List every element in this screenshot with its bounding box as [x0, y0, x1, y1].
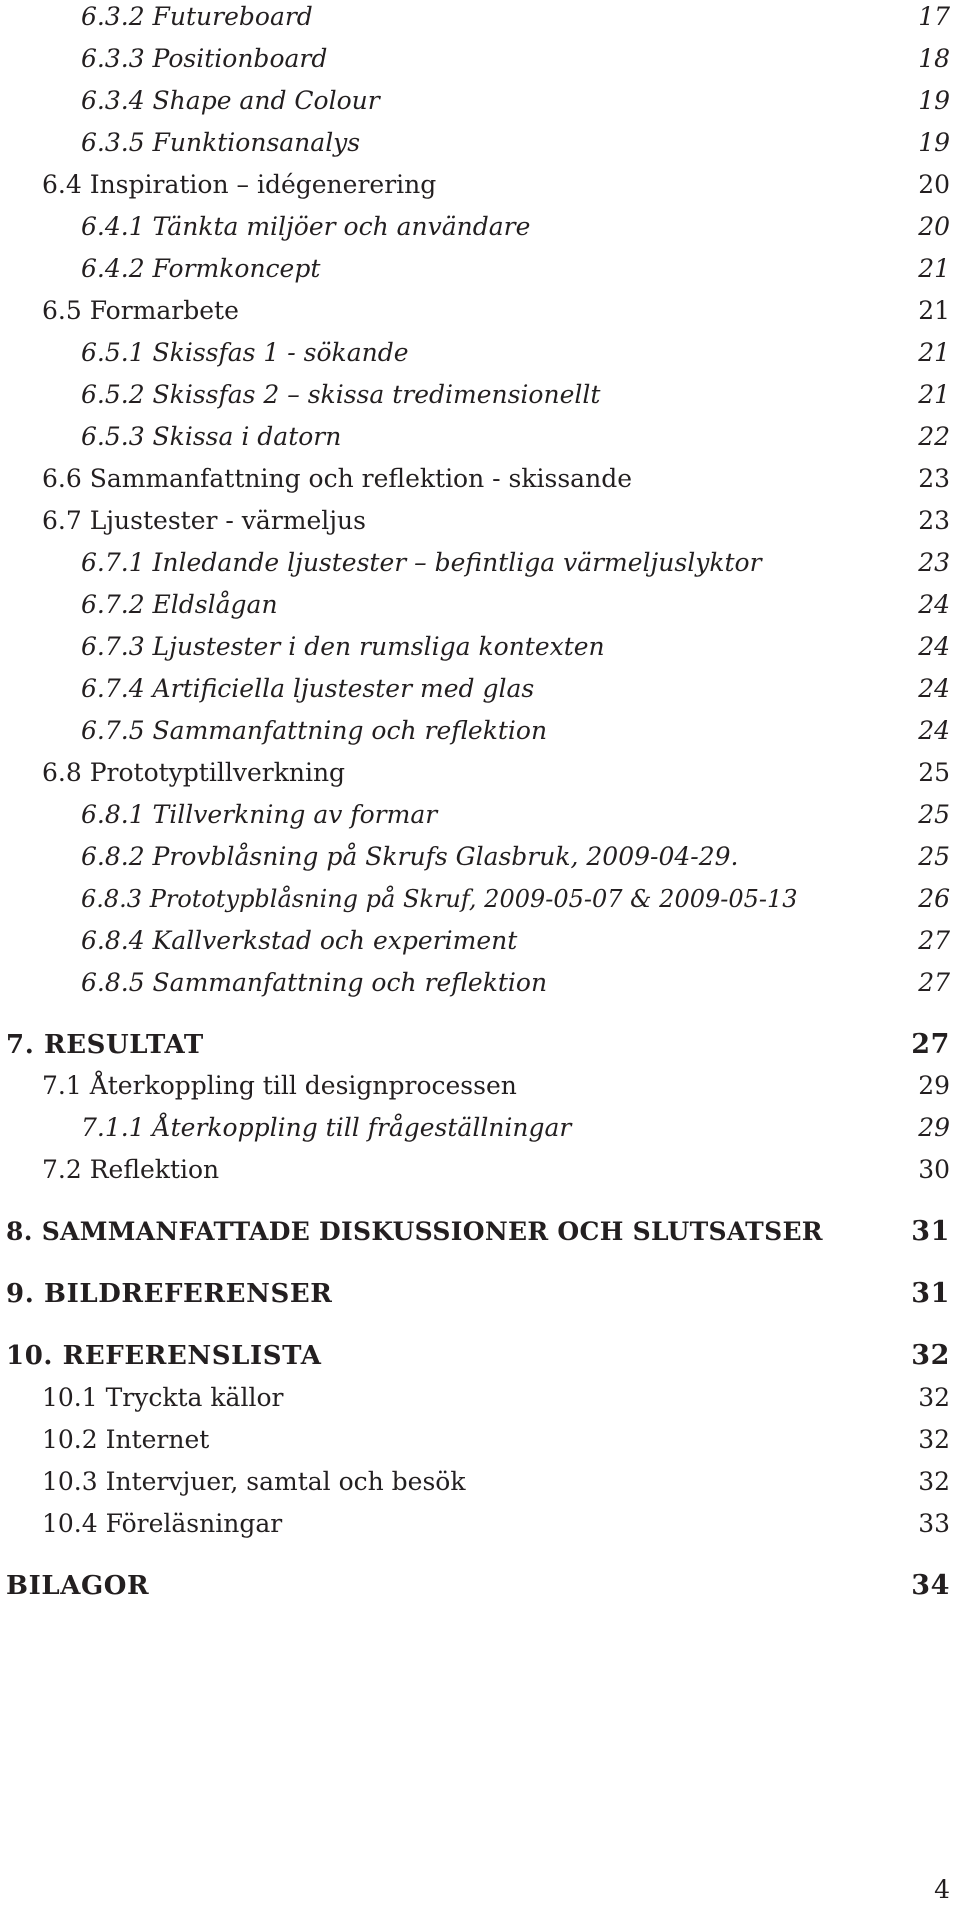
- toc-entry[interactable]: [0, 333, 960, 373]
- toc-entry-title: 6.8.2 Provblåsning på Skrufs Glasbruk, 2009-04-29.: [81, 842, 739, 871]
- toc-chapter-title: 9. BILDREFERENSER: [6, 1279, 333, 1309]
- toc-entry-title: 6.5 Formarbete: [42, 296, 239, 325]
- toc-entry-page: 18: [918, 44, 950, 73]
- toc-chapter-title: 8. SAMMANFATTADE DISKUSSIONER OCH SLUTSATSER: [6, 1217, 823, 1246]
- toc-entry[interactable]: [0, 543, 960, 583]
- toc-entry[interactable]: [0, 963, 960, 1003]
- toc-entry-page: 19: [918, 128, 950, 157]
- toc-entry-title: 6.5.1 Skissfas 1 - sökande: [81, 338, 409, 367]
- toc-entry[interactable]: [0, 1066, 960, 1106]
- toc-entry[interactable]: [0, 459, 960, 499]
- toc-entry-page: 21: [918, 338, 950, 367]
- toc-entry-page: 27: [918, 968, 950, 997]
- toc-entry[interactable]: [0, 1108, 960, 1148]
- toc-entry-title: 6.3.2 Futureboard: [81, 2, 313, 31]
- toc-entry-title: 6.3.5 Funktionsanalys: [81, 128, 361, 157]
- toc-entry-title: 6.5.3 Skissa i datorn: [81, 422, 342, 451]
- toc-entry[interactable]: [0, 0, 960, 37]
- toc-entry-title: 6.7.3 Ljustester i den rumsliga kontexten: [81, 632, 605, 661]
- toc-chapter[interactable]: [0, 1336, 960, 1376]
- toc-entry-title: 6.3.4 Shape and Colour: [81, 86, 380, 115]
- toc-entry[interactable]: [0, 1420, 960, 1460]
- toc-entry-page: 19: [918, 86, 950, 115]
- toc-chapter-page: 31: [911, 1216, 950, 1247]
- toc-entry-page: 24: [918, 632, 950, 661]
- toc-entry[interactable]: [0, 375, 960, 415]
- toc-entry[interactable]: [0, 39, 960, 79]
- toc-entry-page: 24: [918, 674, 950, 703]
- toc-chapter[interactable]: [0, 1274, 960, 1314]
- toc-entry[interactable]: [0, 711, 960, 751]
- toc-entry-page: 32: [918, 1383, 950, 1412]
- toc-entry[interactable]: [0, 1150, 960, 1190]
- toc-entry-title: 6.7.1 Inledande ljustester – befintliga värmeljuslyktor: [81, 548, 762, 577]
- toc-entry[interactable]: [0, 585, 960, 625]
- toc-entry-page: 20: [918, 170, 950, 199]
- toc-entry-title: 10.4 Föreläsningar: [42, 1509, 283, 1538]
- toc-entry-page: 22: [918, 422, 950, 451]
- toc-entry-page: 24: [918, 590, 950, 619]
- toc-entry[interactable]: [0, 1378, 960, 1418]
- page-number: 4: [934, 1875, 950, 1904]
- toc-entry-page: 23: [918, 548, 950, 577]
- toc-entry-title: 6.7.5 Sammanfattning och reflektion: [81, 716, 548, 745]
- toc-entry-page: 29: [918, 1113, 950, 1142]
- toc-chapter-title: 10. REFERENSLISTA: [6, 1341, 322, 1371]
- toc-entry[interactable]: [0, 501, 960, 541]
- toc-entry-page: 29: [918, 1071, 950, 1100]
- toc-entry[interactable]: [0, 165, 960, 205]
- toc-entry-page: 27: [918, 926, 950, 955]
- toc-entry-page: 21: [918, 380, 950, 409]
- toc-entry-page: 23: [918, 506, 950, 535]
- toc-entry[interactable]: [0, 291, 960, 331]
- toc-entry-title: 6.4.2 Formkoncept: [81, 254, 321, 283]
- toc-entry[interactable]: [0, 123, 960, 163]
- toc-chapter[interactable]: [0, 1025, 960, 1065]
- toc-entry-page: 21: [918, 296, 950, 325]
- toc-entry-title: 7.1 Återkoppling till designprocessen: [42, 1071, 517, 1100]
- toc-entry[interactable]: [0, 879, 960, 919]
- toc-chapter-title: 7. RESULTAT: [6, 1030, 204, 1060]
- toc-chapter[interactable]: [0, 1212, 960, 1252]
- toc-entry[interactable]: [0, 417, 960, 457]
- toc-entry[interactable]: [0, 753, 960, 793]
- toc-entry[interactable]: [0, 669, 960, 709]
- toc-entry-page: 33: [918, 1509, 950, 1538]
- toc-chapter-page: 31: [911, 1278, 950, 1309]
- toc-entry-title: 10.1 Tryckta källor: [42, 1383, 284, 1412]
- toc-entry-title: 6.4.1 Tänkta miljöer och användare: [81, 212, 531, 241]
- toc-entry-title: 6.7.4 Artificiella ljustester med glas: [81, 674, 535, 703]
- toc-entry-title: 6.8.1 Tillverkning av formar: [81, 800, 438, 829]
- toc-chapter-page: 34: [911, 1570, 950, 1601]
- toc-entry-page: 26: [918, 884, 950, 913]
- toc-entry-title: 6.7 Ljustester - värmeljus: [42, 506, 366, 535]
- toc-entry[interactable]: [0, 795, 960, 835]
- toc-entry-title: 6.6 Sammanfattning och reflektion - skissande: [42, 464, 632, 493]
- toc-entry[interactable]: [0, 207, 960, 247]
- toc-entry-page: 32: [918, 1425, 950, 1454]
- toc-entry[interactable]: [0, 81, 960, 121]
- toc-entry-title: 6.8.5 Sammanfattning och reflektion: [81, 968, 548, 997]
- toc-entry-title: 6.3.3 Positionboard: [81, 44, 328, 73]
- toc-entry[interactable]: [0, 837, 960, 877]
- toc-chapter-title: BILAGOR: [6, 1571, 150, 1601]
- toc-chapter[interactable]: [0, 1566, 960, 1606]
- toc-entry-title: 10.3 Intervjuer, samtal och besök: [42, 1467, 466, 1496]
- toc-entry-title: 6.7.2 Eldslågan: [81, 590, 278, 619]
- toc-entry-title: 6.4 Inspiration – idégenerering: [42, 170, 437, 199]
- toc-chapter-page: 27: [911, 1029, 950, 1060]
- toc-entry-page: 25: [918, 758, 950, 787]
- toc-entry-title: 7.1.1 Återkoppling till frågeställningar: [81, 1113, 572, 1142]
- toc-chapter-page: 32: [911, 1340, 950, 1371]
- toc-entry-title: 6.8 Prototyptillverkning: [42, 758, 346, 787]
- toc-entry-page: 21: [918, 254, 950, 283]
- toc-entry[interactable]: [0, 249, 960, 289]
- toc-entry-title: 7.2 Reflektion: [42, 1155, 220, 1184]
- toc-entry-page: 23: [918, 464, 950, 493]
- toc-entry-page: 24: [918, 716, 950, 745]
- toc-entry[interactable]: [0, 1504, 960, 1544]
- toc-entry[interactable]: [0, 627, 960, 667]
- toc-entry-page: 20: [918, 212, 950, 241]
- toc-entry-page: 25: [918, 800, 950, 829]
- toc-entry[interactable]: [0, 921, 960, 961]
- toc-entry-title: 6.8.3 Prototypblåsning på Skruf, 2009-05-07 & 2009-05-13: [81, 885, 798, 913]
- toc-entry[interactable]: [0, 1462, 960, 1502]
- toc-entry-page: 25: [918, 842, 950, 871]
- toc-entry-page: 17: [918, 2, 950, 31]
- toc-entry-title: 6.8.4 Kallverkstad och experiment: [81, 926, 518, 955]
- toc-entry-page: 32: [918, 1467, 950, 1496]
- toc-entry-title: 6.5.2 Skissfas 2 – skissa tredimensionellt: [81, 380, 601, 409]
- toc-entry-title: 10.2 Internet: [42, 1425, 210, 1454]
- toc-entry-page: 30: [918, 1155, 950, 1184]
